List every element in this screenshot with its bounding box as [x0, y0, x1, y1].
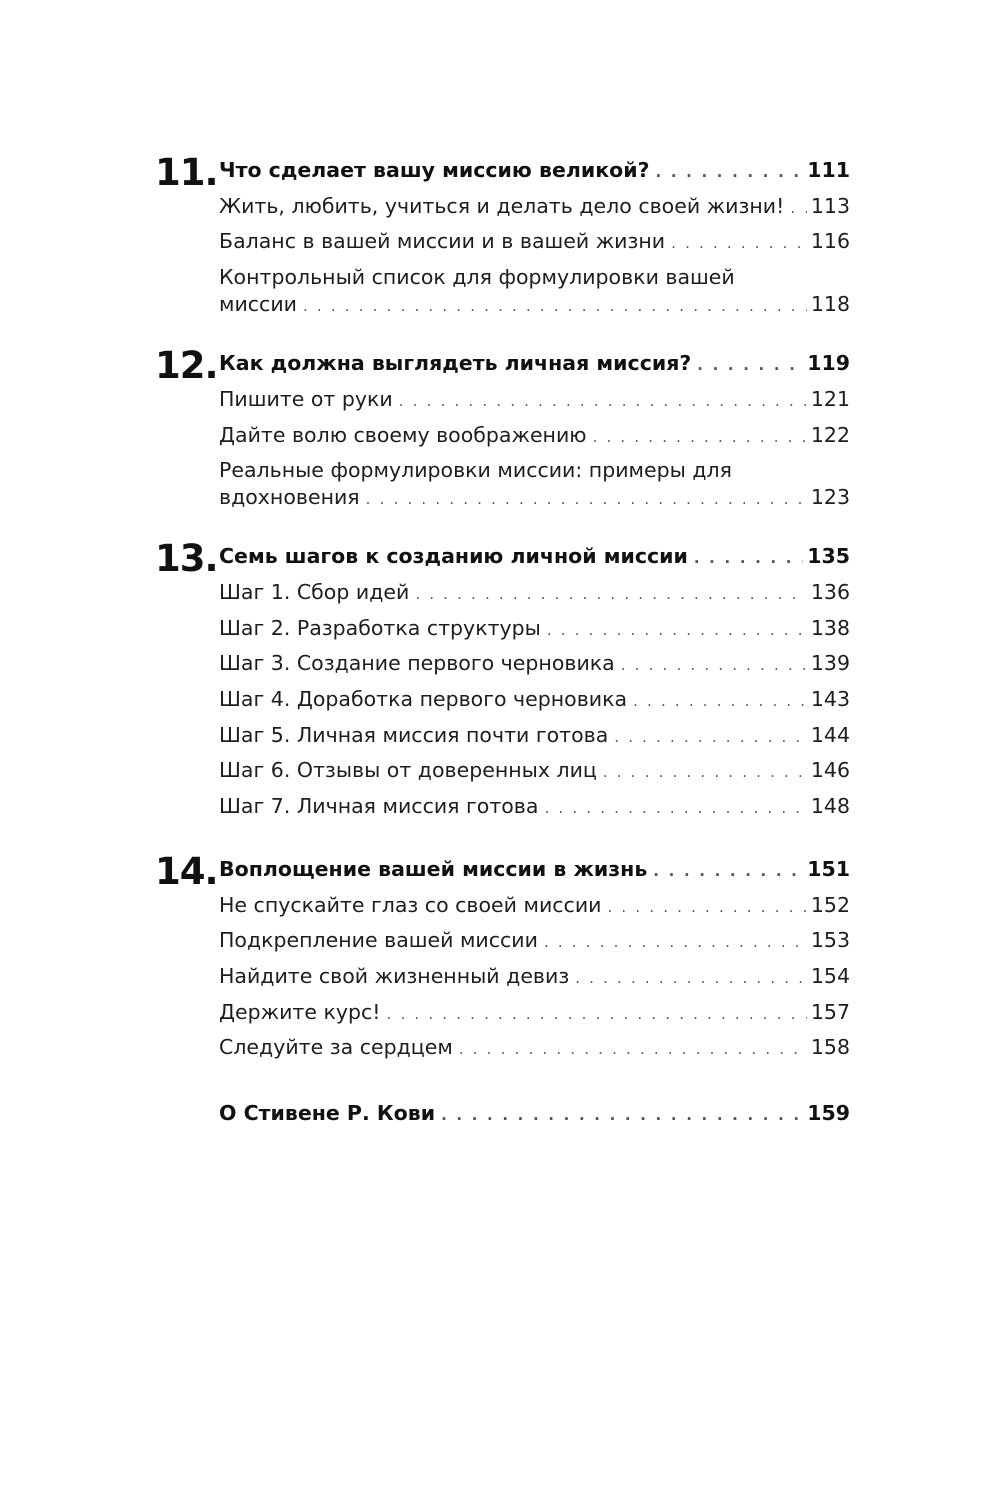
page-number: 139 — [810, 651, 850, 676]
leader-dots — [697, 349, 803, 383]
page-number: 138 — [810, 615, 850, 640]
page-number: 144 — [810, 722, 850, 747]
entry-title: Шаг 6. Отзывы от доверенных лиц — [219, 758, 597, 783]
chapter-13 — [150, 537, 850, 826]
page-number: 157 — [810, 999, 850, 1024]
toc-entry[interactable] — [219, 924, 850, 960]
leader-dots — [547, 614, 807, 648]
entry-title: Пишите от руки — [219, 386, 393, 411]
chapter-title: Семь шагов к созданию личной миссии — [219, 544, 688, 569]
entry-title: Найдите свой жизненный девиз — [219, 963, 570, 988]
entry-title: Не спускайте глаз со своей миссии — [219, 892, 602, 917]
page-number: 113 — [810, 193, 850, 218]
leader-dots — [790, 192, 807, 226]
about-heading[interactable] — [219, 1097, 850, 1133]
leader-dots — [366, 486, 807, 513]
page-number: 136 — [810, 579, 850, 604]
leader-dots — [633, 685, 807, 719]
toc-entry[interactable] — [219, 996, 850, 1032]
chapter-title: Как должна выглядеть личная миссия? — [219, 351, 692, 376]
chapter-number: 14. — [155, 849, 218, 893]
entry-title-line1: Реальные формулировки миссии: примеры для — [219, 458, 732, 483]
entry-title: Шаг 1. Сбор идей — [219, 579, 410, 604]
chapter-heading[interactable] — [219, 347, 850, 383]
entry-title: Шаг 4. Доработка первого черновика — [219, 687, 628, 712]
toc-entry[interactable] — [219, 419, 850, 455]
about-author-entry — [150, 1097, 850, 1133]
entry-title-line2: вдохновения — [219, 485, 360, 510]
chapter-title: Что сделает вашу миссию великой? — [219, 158, 650, 182]
chapter-heading[interactable] — [219, 540, 850, 576]
leader-dots — [694, 542, 803, 576]
toc-entry[interactable] — [219, 960, 850, 996]
chapter-number: 12. — [155, 344, 218, 388]
toc-entry[interactable] — [219, 190, 850, 226]
page-number: 116 — [810, 229, 850, 254]
chapter-12 — [150, 344, 850, 513]
toc-entry[interactable] — [219, 754, 850, 790]
page-number: 151 — [807, 856, 850, 881]
toc-entry-multiline[interactable] — [219, 264, 850, 320]
entry-title: Шаг 7. Личная миссия готова — [219, 794, 539, 819]
leader-dots — [544, 926, 807, 960]
leader-dots — [593, 421, 807, 455]
entry-title-line2: миссии — [219, 292, 297, 317]
toc-entry[interactable] — [219, 790, 850, 826]
leader-dots — [387, 998, 807, 1032]
page-number: 119 — [807, 351, 850, 376]
toc-entry[interactable] — [219, 719, 850, 755]
page-number: 154 — [810, 963, 850, 988]
entry-title: Дайте волю своему воображению — [219, 422, 587, 447]
toc-entry[interactable] — [219, 889, 850, 925]
entry-title: Баланс в вашей миссии и в вашей жизни — [219, 229, 666, 254]
entry-title: Шаг 5. Личная миссия почти готова — [219, 722, 609, 747]
about-title: О Стивене Р. Кови — [219, 1101, 436, 1126]
entry-title: Подкрепление вашей миссии — [219, 928, 538, 953]
leader-dots — [399, 385, 807, 419]
page-number: 148 — [810, 794, 850, 819]
toc-entry[interactable] — [219, 383, 850, 419]
page-number: 118 — [810, 292, 850, 317]
page-number: 159 — [807, 1101, 850, 1126]
page-number: 111 — [807, 158, 850, 182]
page-number: 121 — [810, 386, 850, 411]
page-number: 143 — [810, 687, 850, 712]
leader-dots — [544, 792, 806, 826]
toc-entry-multiline[interactable] — [219, 457, 850, 513]
toc-entry[interactable] — [219, 612, 850, 648]
leader-dots — [459, 1033, 807, 1067]
leader-dots — [607, 891, 806, 925]
leader-dots — [303, 293, 807, 320]
chapter-number: 13. — [155, 537, 218, 581]
entry-title-line1: Контрольный список для формулировки вашей — [219, 265, 735, 290]
toc-entry[interactable] — [219, 683, 850, 719]
page-number: 146 — [810, 758, 850, 783]
toc-entry[interactable] — [219, 225, 850, 261]
leader-dots — [603, 756, 807, 790]
page-number: 122 — [810, 422, 850, 447]
toc-entry[interactable] — [219, 647, 850, 683]
leader-dots — [621, 649, 807, 683]
leader-dots — [653, 855, 803, 889]
leader-dots — [671, 227, 807, 261]
page-number: 153 — [810, 928, 850, 953]
toc-entry[interactable] — [219, 1031, 850, 1067]
toc-entry[interactable] — [219, 576, 850, 612]
chapter-number: 11. — [155, 151, 218, 194]
chapter-heading[interactable] — [219, 853, 850, 889]
leader-dots — [656, 156, 804, 190]
page-number: 135 — [807, 544, 850, 569]
leader-dots — [614, 721, 807, 755]
entry-title: Шаг 3. Создание первого черновика — [219, 651, 615, 676]
leader-dots — [575, 962, 807, 996]
page-number: 123 — [810, 485, 850, 510]
chapter-title: Воплощение вашей миссии в жизнь — [219, 856, 648, 881]
page-number: 158 — [810, 1035, 850, 1060]
page-number: 152 — [810, 892, 850, 917]
entry-title: Шаг 2. Разработка структуры — [219, 615, 541, 640]
table-of-contents — [150, 151, 850, 1133]
entry-title: Держите курс! — [219, 999, 381, 1024]
entry-title: Жить, любить, учиться и делать дело своей жизни! — [219, 193, 785, 218]
entry-title: Следуйте за сердцем — [219, 1035, 453, 1060]
chapter-14 — [150, 849, 850, 1067]
chapter-heading[interactable] — [219, 154, 850, 190]
leader-dots — [441, 1099, 803, 1133]
leader-dots — [415, 578, 807, 612]
chapter-11 — [150, 151, 850, 320]
